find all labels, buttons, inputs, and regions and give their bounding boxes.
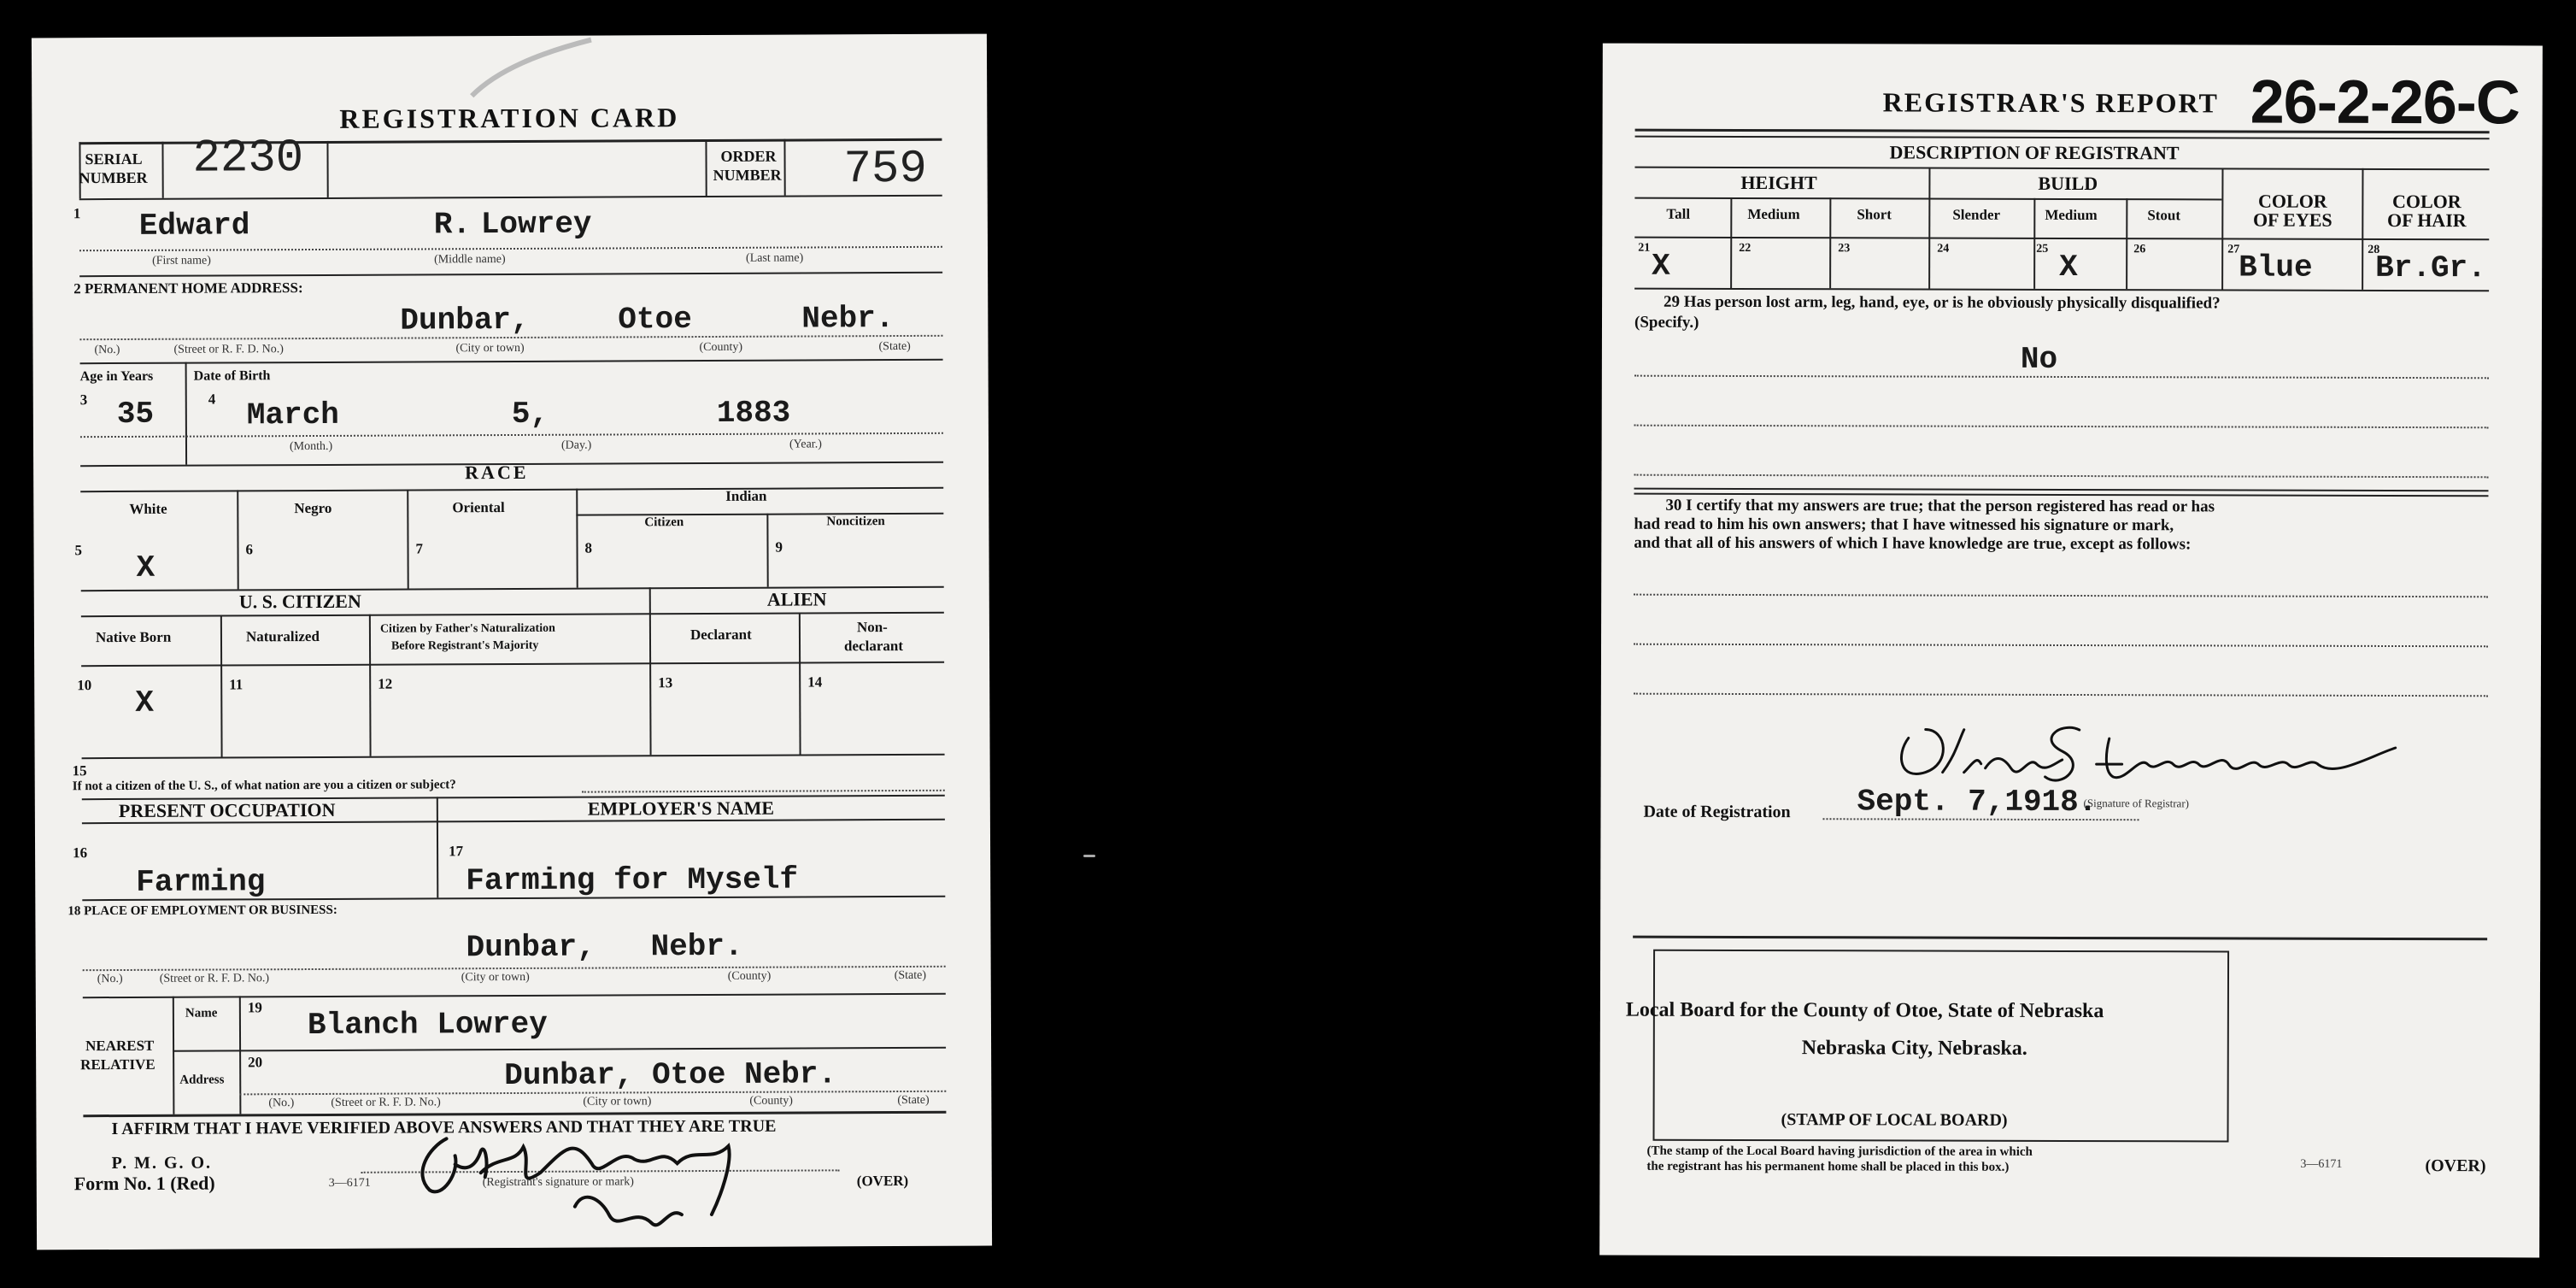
native-born-mark: X — [135, 685, 155, 720]
middle-name: R. — [433, 207, 472, 243]
eyes-header: COLOR — [2258, 190, 2327, 212]
registration-date: Sept. 7,1918. — [1857, 784, 2098, 820]
dob-label: Date of Birth — [193, 368, 271, 384]
order-label: ORDER — [720, 147, 777, 165]
hair-color: Br.Gr. — [2375, 250, 2486, 286]
home-city: Dunbar, — [400, 302, 530, 338]
registration-card-back: REGISTRAR'S REPORT 26-2-26-C DESCRIPTION OF REGISTRANT HEIGHT BUILD COLOR OF EYES COLOR OF HAIR Tall Medium Short Slender Medium Stout 21 X 22 23 24 25 X 26 27 Blue 28 Br.Gr. 29 Has person lost arm, leg, hand, eye, or is he obviously physically disqualified? (Specify.) No 30 I certify that my answers are true; that the person registered has read or has had read to him his own answers; that I have witnessed his signature or mark, and that all of his answers of which I have knowledge are true, except as follows: (Signature of Registrar) Date of Registration Sept. 7,1918. Local Board for the County of Otoe, State of Nebraska Nebraska City, Nebraska. (STAMP OF LOCAL BOARD) (The stamp of the Local Board having jurisdiction of the area in which the registrant has his permanent home shall be placed in this box.) 3—6171 (OVER) — [1599, 44, 2543, 1258]
build-header: BUILD — [2038, 172, 2098, 195]
stamp-caption: (STAMP OF LOCAL BOARD) — [1781, 1110, 2008, 1130]
occupation-header: PRESENT OCCUPATION — [118, 798, 336, 822]
home-county: Otoe — [618, 302, 692, 338]
employer-value: Farming for Myself — [466, 862, 799, 899]
alien-header: ALIEN — [766, 588, 827, 610]
home-state: Nebr. — [801, 301, 895, 337]
dob-month: March — [246, 397, 339, 433]
dob-year: 1883 — [716, 395, 791, 431]
q2-label: 2 PERMANENT HOME ADDRESS: — [73, 279, 303, 297]
tall-mark: X — [1652, 248, 1670, 284]
employment-state: Nebr. — [650, 928, 743, 965]
q30-line-1: 30 I certify that my answers are true; that the person registered has read or has — [1665, 496, 2215, 516]
medium-build-mark: X — [2059, 249, 2078, 285]
board-line-1: Local Board for the County of Otoe, State of Nebraska — [1625, 998, 2104, 1023]
q18-label: 18 PLACE OF EMPLOYMENT OR BUSINESS: — [67, 903, 337, 919]
dob-day: 5, — [511, 396, 549, 432]
order-label-2: NUMBER — [713, 166, 782, 184]
q29-answer: No — [2020, 341, 2058, 377]
relative-address: Dunbar, Otoe Nebr. — [504, 1056, 837, 1094]
race-white-mark: X — [136, 550, 155, 585]
form-number: Form No. 1 (Red) — [73, 1172, 215, 1195]
first-name: Edward — [138, 208, 250, 244]
serial-number: 2230 — [192, 132, 304, 185]
scan-speck — [1083, 855, 1095, 857]
hair-header: COLOR — [2392, 190, 2462, 213]
stamp-number: 26-2-26-C — [2250, 68, 2520, 138]
employer-header: EMPLOYER'S NAME — [587, 797, 775, 820]
registration-card-front: REGISTRATION CARD SERIAL NUMBER 2230 ORDER NUMBER 759 1 Edward R. Lowrey (First name) (Middle name) (Last name) 2 PERMANENT HOME ADDRESS: Dunbar, Otoe Nebr. (No.) (Street or R. F. D. No.) (City or town) (County) (State) Age in Years 3 35 Date of Birth 4 March 5, 1883 (Month.) (Day.) (Year.) RACE White Negro Oriental Indian Citizen Noncitizen 5 X 6 7 8 9 U. S. CITIZEN ALIEN Native Born Naturalized Citizen by Father's Naturalization Before Registrant's Majority Declarant Non- declarant 10 X 11 12 13 14 15 If not a citizen of the U. S., of what nation are you a citizen or subject? PRESENT OCCUPATION EMPLOYER'S NAME 16 Farming 17 Farming for Myself 18 PLACE OF EMPLOYMENT OR BUSINESS: Dunbar, Nebr. (No.) (Street or R. F. D. No.) (City or town) (County) (State) NEAREST RELATIVE Name Address 19 Blanch Lowrey 20 Dunbar, Otoe Nebr. (No.) (Street or R. F. D. No.) (City or town) (County) (State) I AFFIRM THAT I HAVE VERIFIED ABOVE ANSWERS AND THAT THEY ARE TRUE P. M. G. O. Form No. 1 (Red) 3—6171 (Registrant's signature or mark) (OVER) — [32, 34, 992, 1250]
crease-mark — [463, 36, 600, 105]
age-label: Age in Years — [79, 368, 154, 385]
race-header: RACE — [465, 461, 529, 484]
q30-line-3: and that all of his answers of which I have knowledge are true, except as follows: — [1634, 533, 2192, 554]
registrant-signature — [395, 1112, 789, 1250]
occupation-value: Farming — [136, 864, 266, 900]
q29-text: 29 Has person lost arm, leg, hand, eye, or is he obviously physically disqualified? — [1664, 292, 2221, 313]
relative-name: Blanch Lowrey — [307, 1006, 548, 1044]
serial-label-2: NUMBER — [79, 168, 148, 187]
height-header: HEIGHT — [1740, 171, 1817, 194]
card-title: REGISTRATION CARD — [339, 102, 680, 134]
description-header: DESCRIPTION OF REGISTRANT — [1889, 141, 2180, 164]
serial-label: SERIAL — [85, 150, 143, 168]
board-line-2: Nebraska City, Nebraska. — [1801, 1037, 2027, 1060]
last-name: Lowrey — [480, 206, 592, 243]
q30-line-2: had read to him his own answers; that I have witnessed his signature or mark, — [1634, 515, 2174, 535]
registrar-report-title: REGISTRAR'S REPORT — [1882, 86, 2219, 119]
affirmation: I AFFIRM THAT I HAVE VERIFIED ABOVE ANSWERS AND THAT THEY ARE TRUE — [111, 1116, 777, 1139]
date-label: Date of Registration — [1643, 802, 1791, 822]
us-citizen-header: U. S. CITIZEN — [238, 590, 361, 613]
q15-text: If not a citizen of the U. S., of what nation are you a citizen or subject? — [72, 778, 456, 794]
age-value: 35 — [116, 396, 155, 432]
employment-city: Dunbar, — [466, 929, 596, 966]
eye-color: Blue — [2239, 250, 2313, 285]
order-number: 759 — [843, 143, 927, 197]
